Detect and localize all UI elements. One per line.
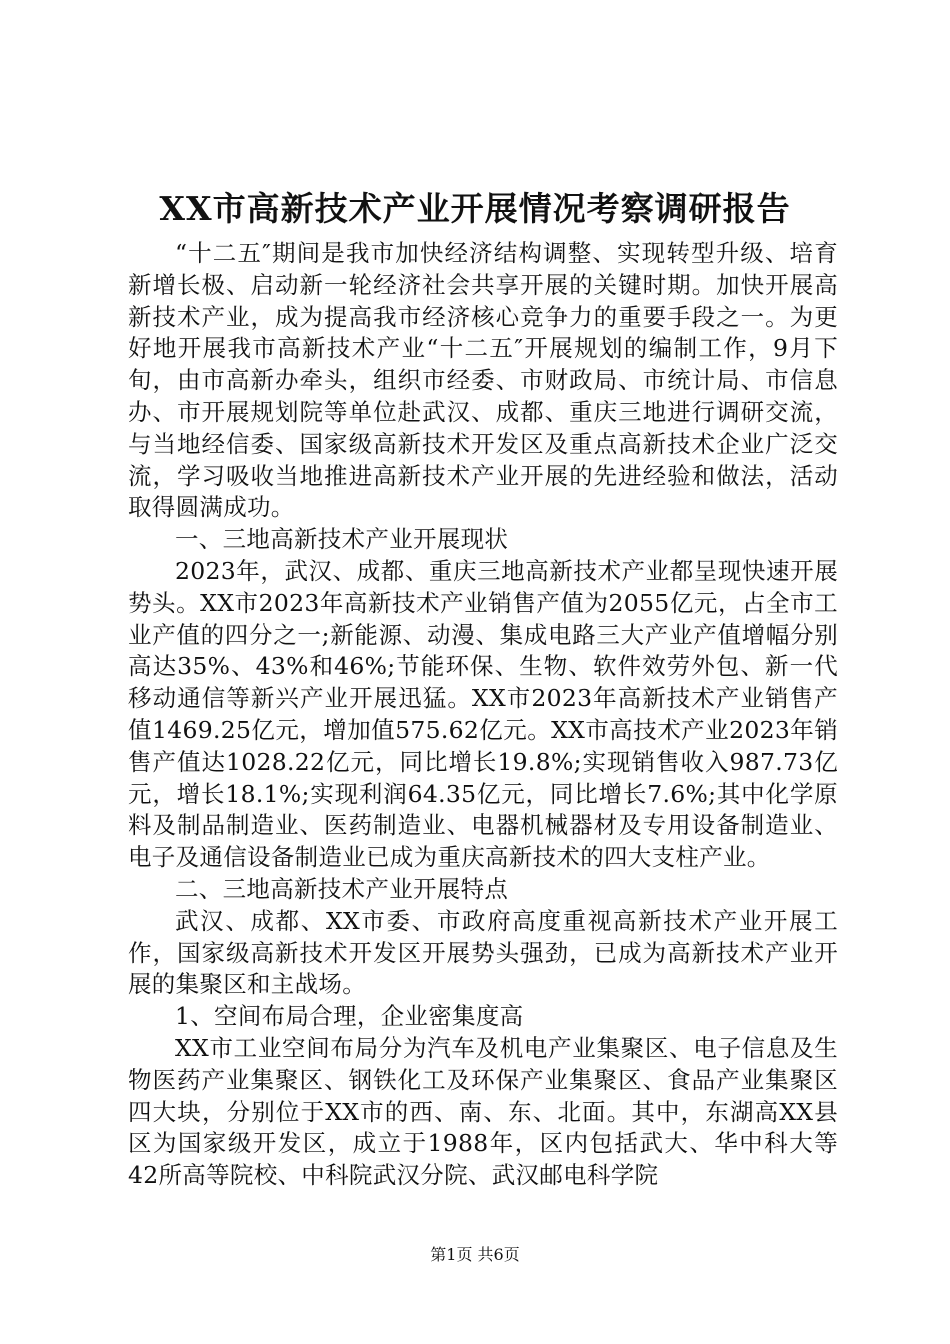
document-title: XX市高新技术产业开展情况考察调研报告 — [159, 189, 791, 228]
section-heading-1: 一、三地高新技术产业开展现状 — [175, 525, 509, 554]
paragraph-features: 武汉、成都、XX市委、市政府高度重视高新技术产业开展工作，国家级高新技术开发区开展势头强劲，已成为高新技术产业开展的集聚区和主战场。 — [128, 906, 838, 999]
paragraph-intro: “十二五″期间是我市加快经济结构调整、实现转型升级、培育新增长极、启动新一轮经济社会共享开展的关键时期。加快开展高新技术产业，成为提高我市经济核心竞争力的重要手段之一。为更好地开展我市高新技术产业“十二五″开展规划的编制工作，9月下旬，由市高新办牵头，组织市经委、市财政局、市统计局、市信息办、市开展规划院等单位赴武汉、成都、重庆三地进行调研交流，与当地经信委、国家级高新技术开发区及重点高新技术企业广泛交流，学习吸收当地推进高新技术产业开展的先进经验和做法，活动取得圆满成功。 — [128, 239, 838, 522]
paragraph-status: 2023年，武汉、成都、重庆三地高新技术产业都呈现快速开展势头。XX市2023年高新技术产业销售产值为2055亿元，占全市工业产值的四分之一;新能源、动漫、集成电路三大产业产值增幅分别高达35%、43%和46%;节能环保、生物、软件效劳外包、新一代移动通信等新兴产业开展迅猛。XX市2023年高新技术产业销售产值1469.25亿元，增加值575.62亿元。XX市高技术产业2023年销售产值达1028.22亿元，同比增长19.8%;实现销售收入987.73亿元，增长18.1%;实现利润64.35亿元，同比增长7.6%;其中化学原料及制品制造业、医药制造业、电器机械器材及专用设备制造业、电子及通信设备制造业已成为重庆高新技术的四大支柱产业。 — [128, 556, 838, 872]
subsection-heading-1: 1、空间布局合理，企业密集度高 — [175, 1002, 524, 1031]
paragraph-layout: XX市工业空间布局分为汽车及机电产业集聚区、电子信息及生物医药产业集聚区、钢铁化工及环保产业集聚区、食品产业集聚区四大块，分别位于XX市的西、南、东、北面。其中，东湖高XX县区为国家级开发区，成立于1988年，区内包括武大、华中科大等42所高等院校、中科院武汉分院、武汉邮电科学院 — [128, 1033, 838, 1190]
section-heading-2: 二、三地高新技术产业开展特点 — [175, 874, 509, 903]
page-footer: 第1页 共6页 — [430, 1245, 520, 1264]
document-body — [128, 238, 838, 1192]
